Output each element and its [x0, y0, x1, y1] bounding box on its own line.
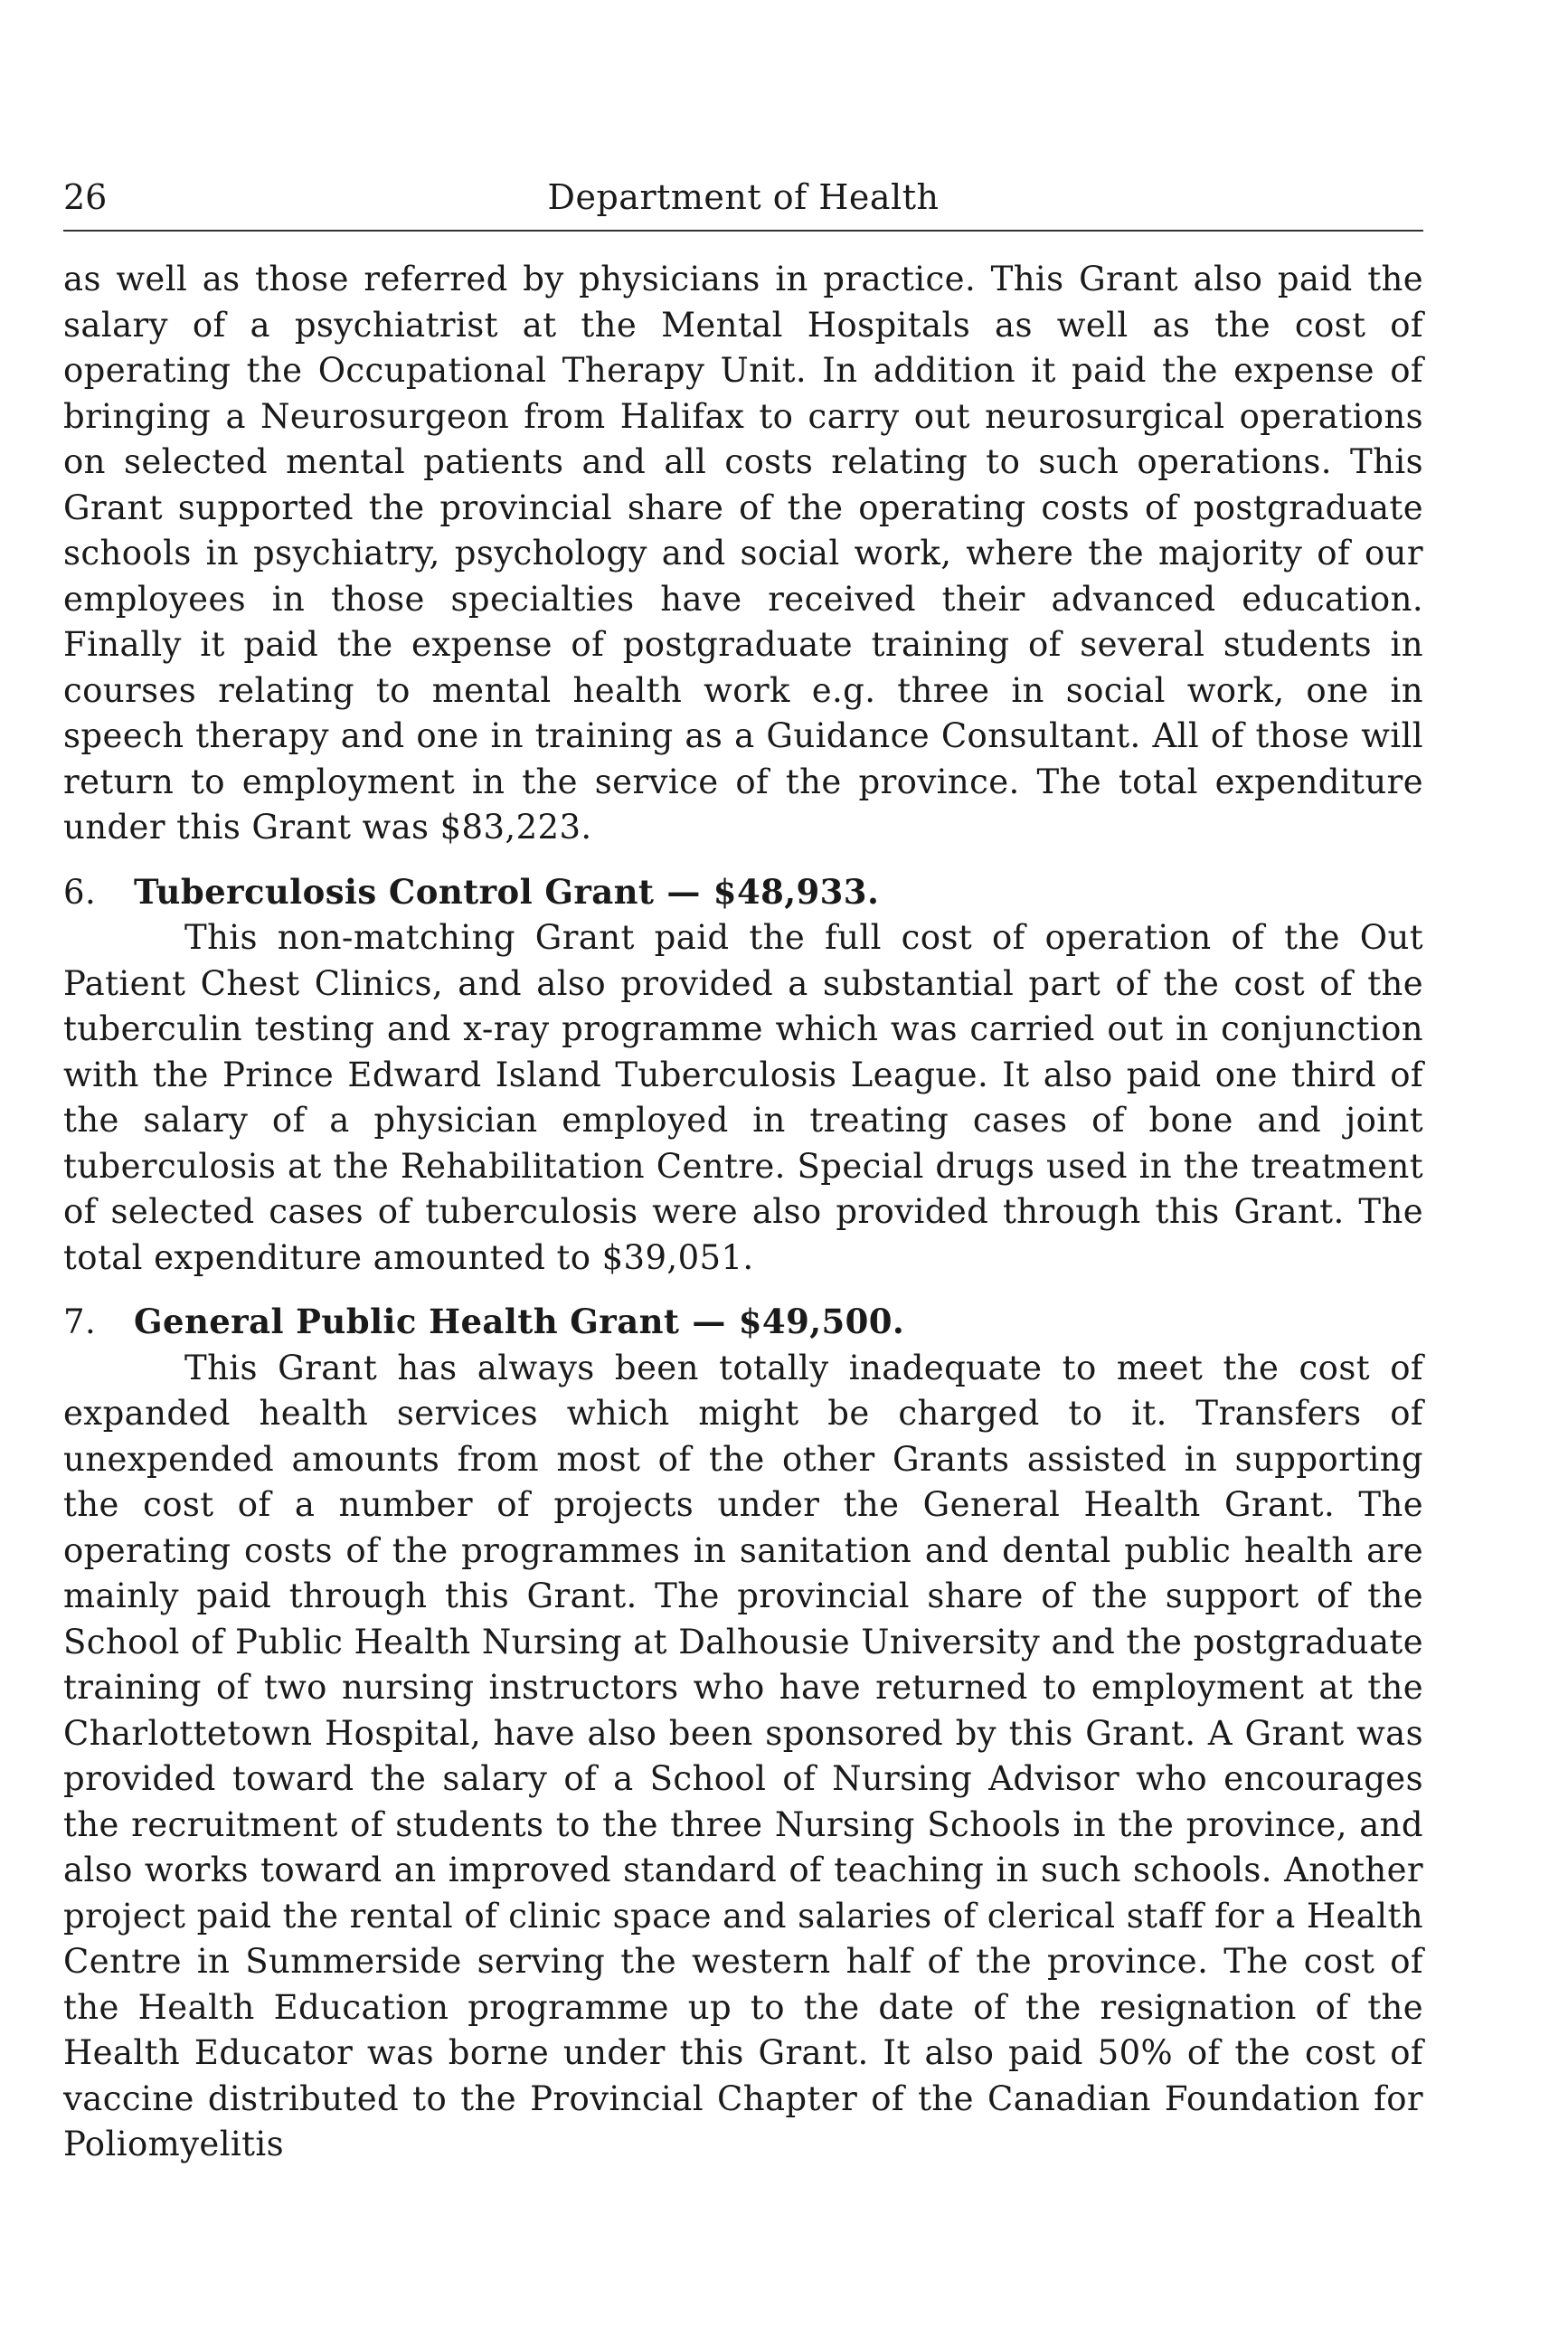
section-number: 6.	[63, 872, 97, 912]
section-body: This Grant has always been totally inadequate to meet the cost of expanded health services which might be charged to it. Transfers of unexpended amounts from most of the other Grants assisted in supporting the cost of a number of projects under the General Health Grant. The operating costs of the programmes in sanitation and dental public health are mainly paid through this Grant. The provincial share of the support of the School of Public Health Nursing at Dalhousie University and the postgraduate training of two nursing instructors who have returned to employment at the Charlottetown Hospital, have also been sponsored by this Grant. A Grant was provided toward the salary of a School of Nursing Advisor who encourages the recruitment of students to the three Nursing Schools in the province, and also works toward an improved standard of teaching in such schools. Another project paid the rental of clinic space and salaries of clerical staff for a Health Centre in Summerside serving the western half of the province. The cost of the Health Education programme up to the date of the resignation of the Health Educator was borne under this Grant. It also paid 50% of the cost of vaccine distributed to the Provincial Chapter of the Canadian Foundation for Poliomyelitis	[63, 1348, 1423, 2163]
section-dash: —	[692, 1302, 726, 1341]
section-heading	[63, 869, 1423, 916]
section-dash: —	[666, 871, 701, 912]
running-title: Department of Health	[547, 177, 940, 217]
intro-paragraph: as well as those referred by physicians in practice. This Grant also paid the salary of a psychiatrist at the Mental Hospitals as well as the cost of operating the Occupational Therapy Unit. In addition it paid the expense of bringing a Neurosurgeon from Halifax to carry out neurosurgical operations on selected mental patients and all costs relating to such operations. This Grant supported the provincial share of the operating costs of postgraduate schools in psychiatry, psychology and social work, where the majority of our employees in those specialties have received their advanced education. Finally it paid the expense of postgraduate training of several students in courses relating to mental health work e.g. three in social work, one in speech therapy and one in training as a Guidance Consultant. All of those will return to employment in the service of the province. The total expenditure under this Grant was $83,223.	[63, 260, 1423, 847]
section-body: This non-matching Grant paid the full cost of operation of the Out Patient Chest Clinics, and also provided a substantial part of the cost of the tuberculin testing and x-ray programme which was carried out in conjunction with the Prince Edward Island Tuberculosis League. It also paid one third of the salary of a physician employed in treating cases of bone and joint tuberculosis at the Rehabilitation Centre. Special drugs used in the treatment of selected cases of tuberculosis were also provided through this Grant. The total expenditure amounted to $39,051.	[63, 918, 1423, 1277]
running-head	[63, 172, 1423, 222]
section-number: 7.	[63, 1302, 97, 1341]
section-amount: $49,500.	[738, 1302, 905, 1341]
section-title: General Public Health Grant	[134, 1302, 680, 1341]
section-title: Tuberculosis Control Grant	[134, 871, 655, 912]
section-general-public-health-grant	[63, 1299, 1423, 2168]
section-amount: $48,933.	[713, 871, 880, 912]
section-heading	[63, 1299, 1423, 1346]
document-page	[63, 172, 1423, 2168]
section-tuberculosis-control-grant	[63, 869, 1423, 1282]
page-number: 26	[63, 177, 108, 217]
header-rule	[63, 230, 1423, 232]
